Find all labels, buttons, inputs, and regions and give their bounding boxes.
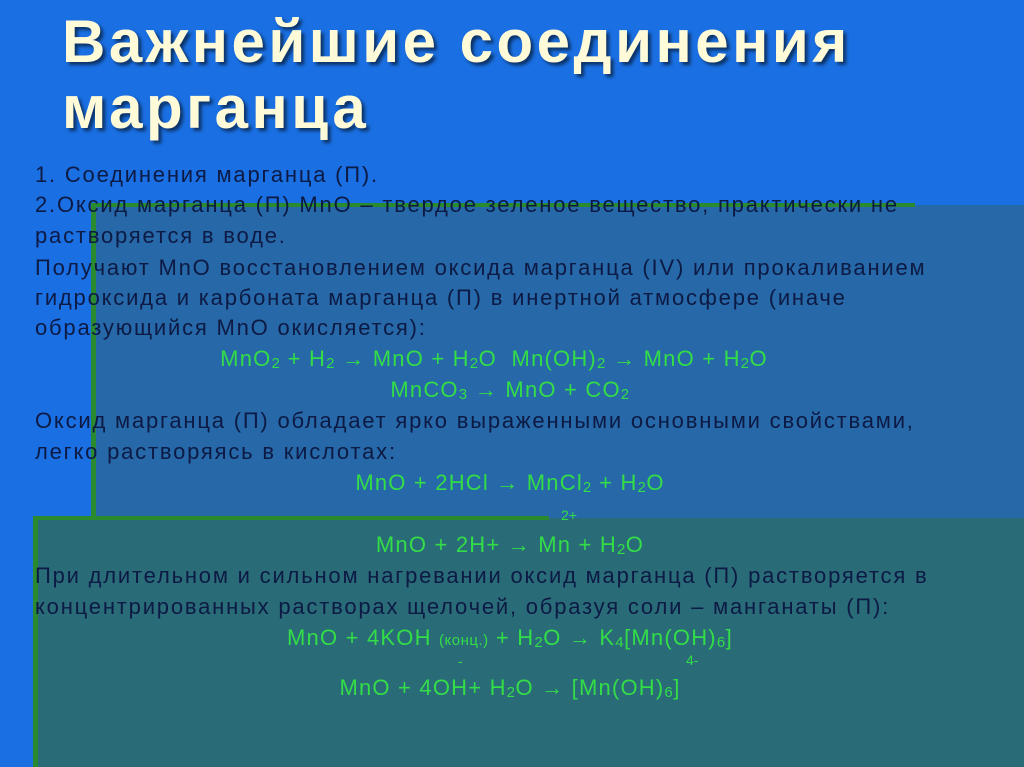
formula-subscript: 2 [326, 355, 335, 372]
text-line: растворяется в воде. [35, 223, 287, 248]
formula-text: → MnO + CO [467, 377, 621, 402]
text-line: 1. Соединения марганца (П). [35, 162, 379, 187]
formula-text: → MnO + H [334, 346, 470, 371]
formula-subscript: 2 [271, 355, 281, 372]
formula-text: O Mn(OH) [478, 346, 597, 371]
formula-subscript: 6 [716, 634, 726, 651]
formula-text: + H [488, 625, 535, 650]
ion-charge: - [458, 653, 463, 669]
formula-text: ] [725, 625, 733, 650]
formula-text: MnO + 4KOH [287, 625, 439, 650]
text-line: гидроксида и карбоната марганца (П) в инертной атмосфере (иначе [35, 285, 847, 310]
formula-text: + H [591, 470, 638, 495]
formula-subscript: 2 [740, 355, 750, 372]
text-line: Получают MnO восстановлением оксида марганца (IV) или прокаливанием [35, 255, 927, 280]
formula-subscript: 2 [620, 386, 630, 403]
formula-text: [Mn(OH) [624, 625, 717, 650]
text-line: легко растворяясь в кислотах: [35, 439, 397, 464]
text-line: При длительном и сильном нагревании оксид марганца (П) растворяется в [35, 563, 929, 588]
formula-subscript: 3 [458, 386, 468, 403]
equation-line [0, 468, 1020, 503]
formula-note: (конц.) [439, 632, 489, 649]
ion-charge: 2+ [561, 507, 577, 523]
equation-line [0, 623, 1020, 658]
formula-text: MnO [220, 346, 272, 371]
formula-text: O [749, 346, 768, 371]
ion-charge: 4- [686, 652, 699, 668]
formula-subscript: 4 [615, 634, 625, 651]
slide-title-line-2: марганца [62, 74, 370, 141]
formula-text: O → [Mn(OH) [515, 675, 665, 700]
slide-title-line-1: Важнейшие соединения [62, 8, 851, 75]
formula-subscript: 2 [637, 479, 647, 496]
accent-line-lower-top [33, 516, 549, 520]
formula-text: + H [280, 346, 327, 371]
formula-subscript: 6 [664, 684, 674, 701]
formula-text: O [625, 532, 645, 557]
equation-line [0, 375, 1020, 410]
formula-text: O [646, 470, 665, 495]
text-line: Оксид марганца (П) обладает ярко выраженными основными свойствами, [35, 408, 915, 433]
formula-subscript: 2 [582, 479, 592, 496]
formula-text: O → K [543, 625, 616, 650]
formula-text: MnCO [390, 377, 459, 402]
formula-subscript: 2 [596, 355, 606, 372]
formula-subscript: 2 [506, 684, 516, 701]
text-line: 2.Оксид марганца (П) MnO – твердое зеленое вещество, практически не [35, 192, 899, 217]
equation-line [0, 673, 1020, 708]
formula-subscript: 2 [469, 355, 479, 372]
equation-line [0, 344, 988, 379]
text-line: образующийся MnO окисляется): [35, 315, 427, 340]
formula-text: MnO + 4OH+ H [339, 675, 507, 700]
formula-subscript: 2 [534, 634, 544, 651]
formula-text: ] [673, 675, 681, 700]
equation-line [0, 530, 1020, 565]
formula-text: → MnO + H [605, 346, 741, 371]
formula-subscript: 2 [616, 541, 626, 558]
formula-text: MnO + 2H+ → Mn + H [375, 532, 617, 557]
text-line: концентрированных растворах щелочей, образуя соли – манганаты (П): [35, 594, 891, 619]
formula-text: MnO + 2HCl → MnCl [355, 470, 583, 495]
